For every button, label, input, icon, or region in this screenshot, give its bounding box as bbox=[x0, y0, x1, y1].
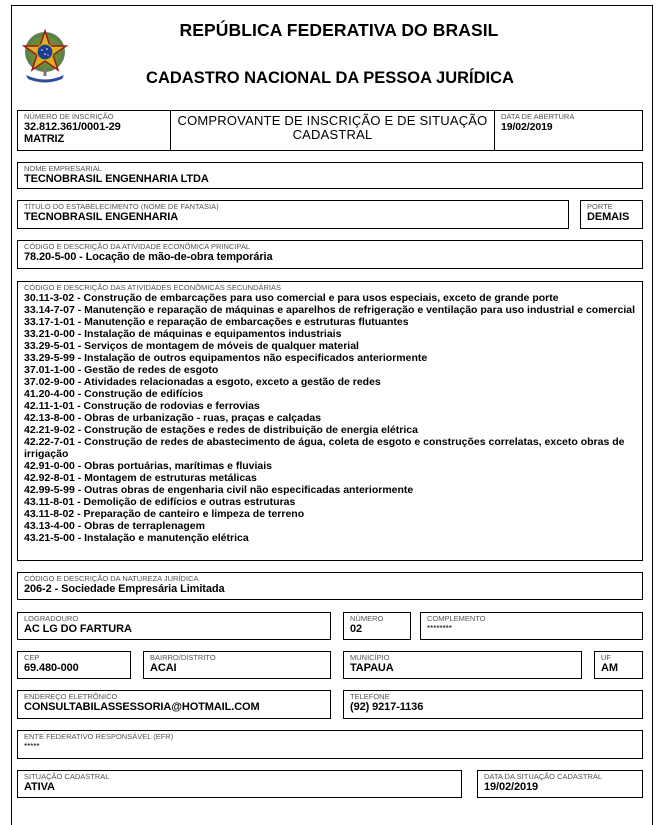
list-item: 33.17-1-01 - Manutenção e reparação de embarcações e estruturas flutuantes bbox=[24, 316, 409, 328]
registration-number-box bbox=[17, 110, 171, 151]
opening-date-label: DATA DE ABERTURA bbox=[501, 112, 575, 121]
list-item: 33.21-0-00 - Instalação de máquinas e equipamentos industriais bbox=[24, 328, 342, 340]
district: ACAI bbox=[150, 662, 177, 674]
trade-name: TECNOBRASIL ENGENHARIA bbox=[24, 211, 179, 223]
complement-label: COMPLEMENTO bbox=[427, 614, 486, 623]
list-item: 30.11-3-02 - Construção de embarcações para uso comercial e para usos especiais, exceto de grande porte bbox=[24, 292, 559, 304]
secondary-activities-label: CÓDIGO E DESCRIÇÃO DAS ATIVIDADES ECONÔMICAS SECUNDÁRIAS bbox=[24, 283, 281, 292]
opening-date-box bbox=[494, 110, 643, 151]
street-label: LOGRADOURO bbox=[24, 614, 79, 623]
list-item: 37.02-9-00 - Atividades relacionadas a esgoto, exceto a gestão de redes bbox=[24, 376, 381, 388]
list-item: 43.11-8-02 - Preparação de canteiro e limpeza de terreno bbox=[24, 508, 305, 520]
list-item: 43.21-5-00 - Instalação e manutenção elétrica bbox=[24, 532, 249, 544]
complement-box bbox=[420, 612, 643, 640]
legal-nature-label: CÓDIGO E DESCRIÇÃO DA NATUREZA JURÍDICA bbox=[24, 574, 199, 583]
state: AM bbox=[601, 662, 618, 674]
company-name-label: NOME EMPRESARIAL bbox=[24, 164, 102, 173]
list-item: 42.11-1-01 - Construção de rodovias e ferrovias bbox=[24, 400, 260, 412]
state-label: UF bbox=[601, 653, 611, 662]
state-box bbox=[594, 651, 643, 679]
status-box bbox=[17, 770, 462, 798]
zip-box bbox=[17, 651, 131, 679]
address-number-label: NÚMERO bbox=[350, 614, 384, 623]
document-title-box bbox=[170, 110, 495, 151]
status-label: SITUAÇÃO CADASTRAL bbox=[24, 772, 110, 781]
status-date: 19/02/2019 bbox=[484, 781, 539, 793]
list-item: 42.21-9-02 - Construção de estações e redes de distribuição de energia elétrica bbox=[24, 424, 418, 436]
main-activity-box bbox=[17, 240, 643, 269]
main-activity-label: CÓDIGO E DESCRIÇÃO DA ATIVIDADE ECONÔMICA PRINCIPAL bbox=[24, 242, 251, 251]
efr-label: ENTE FEDERATIVO RESPONSÁVEL (EFR) bbox=[24, 732, 174, 741]
list-item: 42.13-8-00 - Obras de urbanização - ruas, praças e calçadas bbox=[24, 412, 322, 424]
list-item: 42.92-8-01 - Montagem de estruturas metálicas bbox=[24, 472, 257, 484]
district-box bbox=[143, 651, 331, 679]
list-item: 42.22-7-01 - Construção de redes de abastecimento de água, coleta de esgoto e construções correlatas, exceto obras de irrigação bbox=[24, 436, 625, 460]
email: CONSULTABILASSESSORIA@HOTMAIL.COM bbox=[24, 701, 260, 713]
document-title: COMPROVANTE DE INSCRIÇÃO E DE SITUAÇÃO CADASTRAL bbox=[177, 113, 488, 142]
city-label: MUNICÍPIO bbox=[350, 653, 390, 662]
secondary-activities-list bbox=[24, 292, 642, 544]
status-date-box bbox=[477, 770, 643, 798]
list-item: 42.99-5-99 - Outras obras de engenharia civil não especificadas anteriormente bbox=[24, 484, 414, 496]
city: TAPAUA bbox=[350, 662, 394, 674]
email-label: ENDEREÇO ELETRÔNICO bbox=[24, 692, 118, 701]
registration-number: 32.812.361/0001-29 bbox=[24, 121, 121, 133]
list-item: 33.29-5-99 - Instalação de outros equipamentos não especificados anteriormente bbox=[24, 352, 428, 364]
registration-number-label: NÚMERO DE INSCRIÇÃO bbox=[24, 112, 114, 121]
secondary-activities-box bbox=[17, 281, 643, 561]
registration-type: MATRIZ bbox=[24, 133, 65, 145]
company-size-label: PORTE bbox=[587, 202, 613, 211]
page-subtitle: CADASTRO NACIONAL DA PESSOA JURÍDICA bbox=[146, 69, 514, 87]
email-box bbox=[17, 690, 331, 719]
company-name: TECNOBRASIL ENGENHARIA LTDA bbox=[24, 173, 209, 185]
phone: (92) 9217-1136 bbox=[350, 701, 424, 713]
district-label: BAIRRO/DISTRITO bbox=[150, 653, 216, 662]
zip: 69.480-000 bbox=[24, 662, 79, 674]
company-size-box bbox=[580, 200, 643, 229]
street: AC LG DO FARTURA bbox=[24, 623, 132, 635]
zip-label: CEP bbox=[24, 653, 40, 662]
trade-name-box bbox=[17, 200, 569, 229]
list-item: 33.14-7-07 - Manutenção e reparação de máquinas e aparelhos de refrigeração e ventilação para uso industrial e comercial bbox=[24, 304, 635, 316]
street-box bbox=[17, 612, 331, 640]
company-name-box bbox=[17, 162, 643, 189]
address-number: 02 bbox=[350, 623, 363, 635]
list-item: 43.11-8-01 - Demolição de edifícios e outras estruturas bbox=[24, 496, 296, 508]
list-item: 33.29-5-01 - Serviços de montagem de móveis de qualquer material bbox=[24, 340, 359, 352]
legal-nature-box bbox=[17, 572, 643, 600]
phone-box bbox=[343, 690, 643, 719]
complement: ******** bbox=[427, 624, 452, 633]
status-date-label: DATA DA SITUAÇÃO CADASTRAL bbox=[484, 772, 603, 781]
list-item: 41.20-4-00 - Construção de edifícios bbox=[24, 388, 204, 400]
list-item: 37.01-1-00 - Gestão de redes de esgoto bbox=[24, 364, 219, 376]
company-size: DEMAIS bbox=[587, 211, 630, 223]
efr-box bbox=[17, 730, 643, 759]
city-box bbox=[343, 651, 582, 679]
trade-name-label: TÍTULO DO ESTABELECIMENTO (NOME DE FANTASIA) bbox=[24, 202, 219, 211]
main-activity: 78.20-5-00 - Locação de mão-de-obra temporária bbox=[24, 251, 273, 263]
efr-value: ***** bbox=[24, 742, 40, 751]
legal-nature: 206-2 - Sociedade Empresária Limitada bbox=[24, 583, 225, 595]
phone-label: TELEFONE bbox=[350, 692, 390, 701]
opening-date: 19/02/2019 bbox=[501, 121, 553, 133]
address-number-box bbox=[343, 612, 411, 640]
list-item: 42.91-0-00 - Obras portuárias, marítimas e fluviais bbox=[24, 460, 273, 472]
status-badge: ATIVA bbox=[24, 781, 55, 793]
list-item: 43.13-4-00 - Obras de terraplenagem bbox=[24, 520, 205, 532]
page-title: REPÚBLICA FEDERATIVA DO BRASIL bbox=[179, 20, 499, 40]
